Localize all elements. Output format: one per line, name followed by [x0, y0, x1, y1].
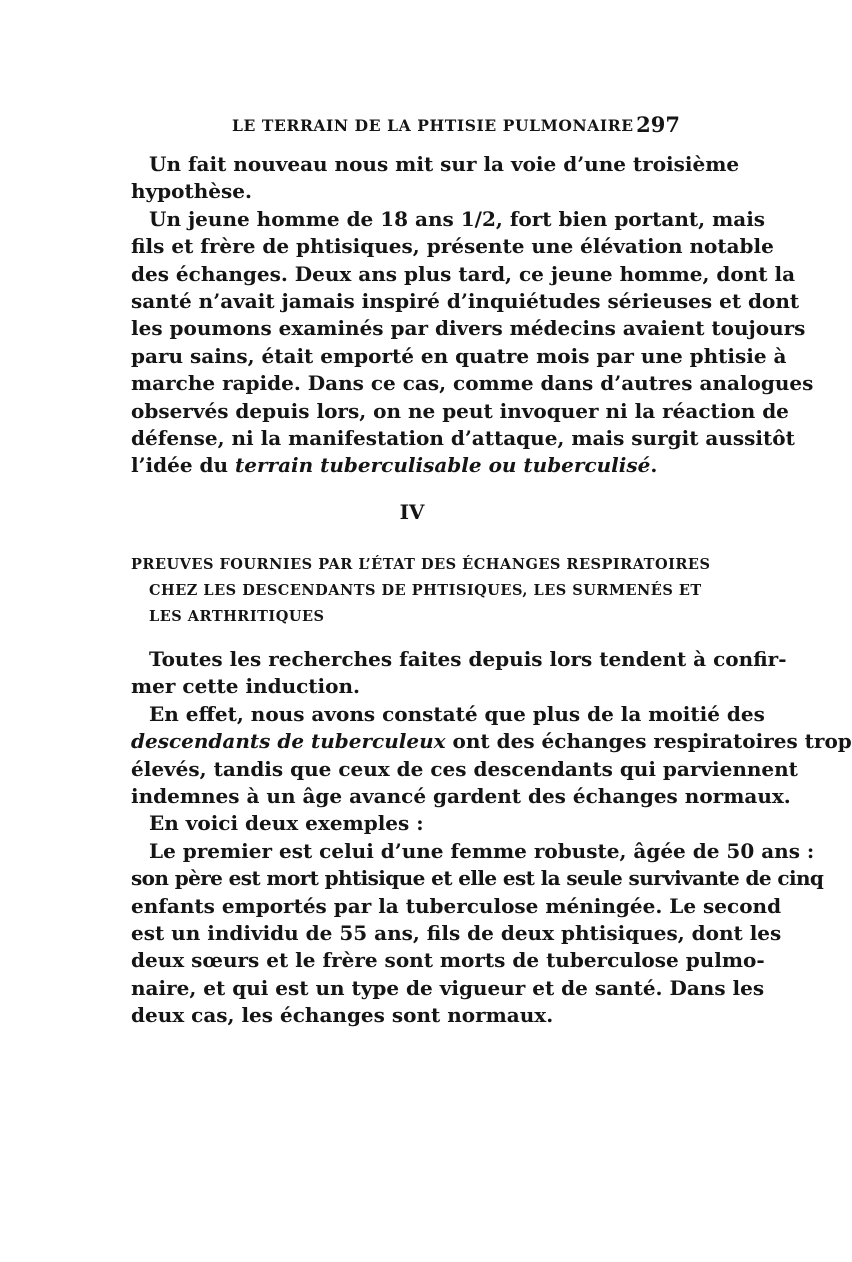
- text-line: marche rapide. Dans ce cas, comme dans d’autres analogues: [131, 371, 814, 396]
- text-line: Un fait nouveau nous mit sur la voie d’une troisième: [149, 152, 740, 176]
- text-fragment: ont des échanges respiratoires trop: [445, 729, 852, 754]
- text-line: les poumons examinés par divers médecins avaient toujours: [131, 316, 806, 341]
- section-heading: [131, 552, 711, 630]
- section-number: IV: [399, 500, 425, 524]
- text-line: En voici deux exemples :: [149, 811, 424, 836]
- heading-line: CHEZ LES DESCENDANTS DE PHTISIQUES, LES SURMENÉS ET: [149, 582, 702, 599]
- text-line: [131, 728, 852, 755]
- italic-phrase: terrain tuberculisable ou tuberculisé: [235, 453, 651, 478]
- text-line: des échanges. Deux ans plus tard, ce jeune homme, dont la: [131, 261, 796, 286]
- text-line: indemnes à un âge avancé gardent des échanges normaux.: [131, 783, 791, 808]
- text-line: Toutes les recherches faites depuis lors tendent à confir-: [149, 647, 787, 671]
- text-line: hypothèse.: [131, 179, 252, 204]
- text-line: mer cette induction.: [131, 674, 360, 699]
- text-line: deux sœurs et le frère sont morts de tuberculose pulmo-: [131, 948, 765, 973]
- text-fragment: .: [650, 453, 658, 478]
- text-line: Un jeune homme de 18 ans 1/2, fort bien portant, mais: [149, 206, 766, 231]
- text-line: enfants emportés par la tuberculose méningée. Le second: [131, 893, 782, 918]
- body-text-top: [131, 151, 814, 480]
- page-number: 297: [636, 112, 680, 137]
- text-line: naire, et qui est un type de vigueur et de santé. Dans les: [131, 975, 765, 1000]
- text-line: élevés, tandis que ceux de ces descendants qui parviennent: [131, 756, 798, 781]
- text-line: est un individu de 55 ans, fils de deux phtisiques, dont les: [131, 920, 782, 945]
- running-head: [232, 112, 680, 140]
- body-text-bottom: [131, 646, 852, 1029]
- heading-line: PREUVES FOURNIES PAR L’ÉTAT DES ÉCHANGES RESPIRATOIRES: [131, 556, 711, 573]
- text-line: fils et frère de phtisiques, présente une élévation notable: [131, 234, 774, 259]
- italic-phrase: descendants de tuberculeux: [131, 729, 446, 754]
- text-line: En effet, nous avons constaté que plus de la moitié des: [149, 701, 765, 726]
- text-line: Le premier est celui d’une femme robuste, âgée de 50 ans :: [149, 838, 815, 863]
- text-fragment: l’idée du: [131, 453, 236, 478]
- running-title: LE TERRAIN DE LA PHTISIE PULMONAIRE: [232, 116, 634, 135]
- text-line: paru sains, était emporté en quatre mois par une phtisie à: [131, 343, 787, 368]
- text-line: son père est mort phtisique et elle est la seule survivante de cinq: [131, 866, 824, 891]
- text-line: défense, ni la manifestation d’attaque, mais surgit aussitôt: [131, 425, 795, 450]
- text-line: deux cas, les échanges sont normaux.: [131, 1003, 554, 1028]
- heading-line: LES ARTHRITIQUES: [149, 608, 325, 625]
- text-line: observés depuis lors, on ne peut invoquer ni la réaction de: [131, 398, 789, 423]
- text-line: santé n’avait jamais inspiré d’inquiétudes sérieuses et dont: [131, 288, 800, 313]
- text-line: [131, 452, 675, 479]
